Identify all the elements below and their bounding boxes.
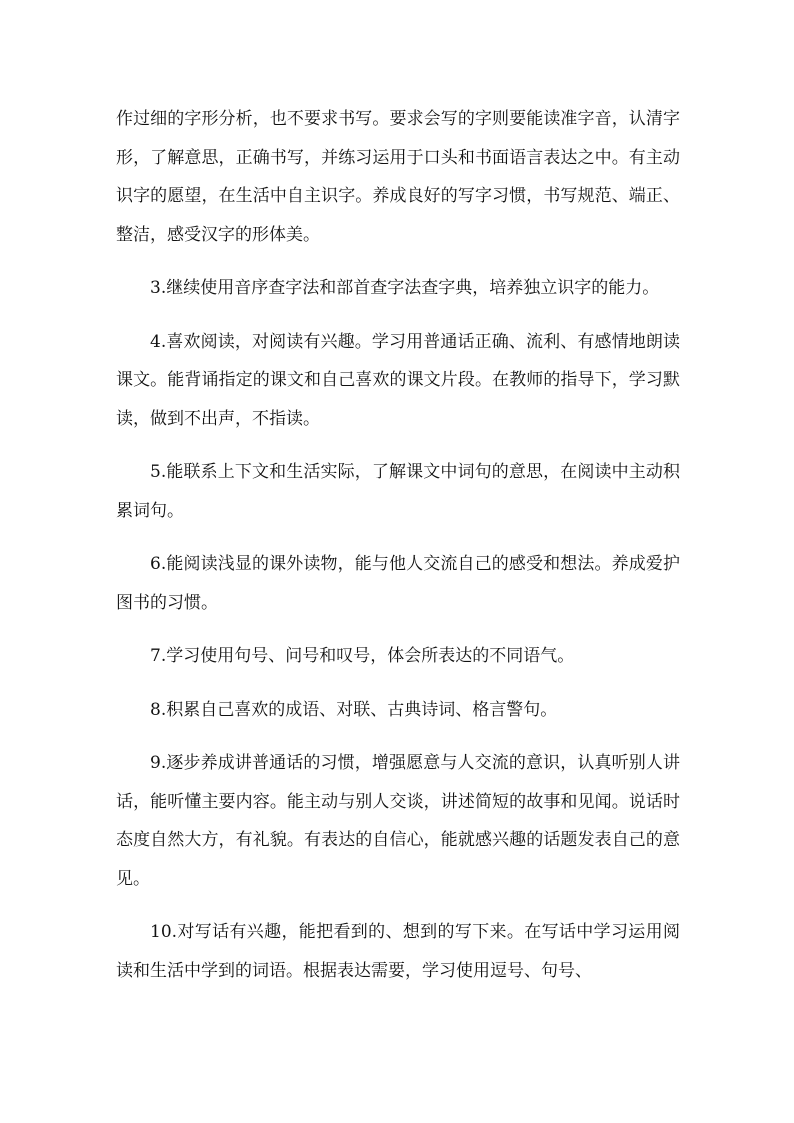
paragraph-item-7: 7.学习使用句号、问号和叹号，体会所表达的不同语气。 [150, 646, 575, 666]
paragraph-item-5: 5.能联系上下文和生活实际，了解课文中词句的意思，在阅读中主动积累词句。 [116, 462, 680, 521]
paragraph-item-8: 8.积累自己喜欢的成语、对联、古典诗词、格言警句。 [150, 699, 558, 720]
paragraph-item-3: 3.继续使用音序查字法和部首查字法查字典，培养独立识字的能力。 [150, 278, 660, 298]
paragraph-item-9: 9.逐步养成讲普通话的习惯，增强愿意与人交流的意识，认真听别人讲话，能听懂主要内容。能主动与别人交谈，讲述简短的故事和见闻。说话时态度自然大方，有礼貌。有表达的自信心，能就感兴趣的话题发表自己的意见。 [116, 753, 680, 889]
paragraph-item-6: 6.能阅读浅显的课外读物，能与他人交流自己的感受和想法。养成爱护图书的习惯。 [116, 554, 680, 613]
paragraph-item-10: 10.对写话有兴趣，能把看到的、想到的写下来。在写话中学习运用阅读和生活中学到的词语。根据表达需要，学习使用逗号、句号、 [116, 922, 680, 981]
paragraph-item-4: 4.喜欢阅读，对阅读有兴趣。学习用普通话正确、流利、有感情地朗读课文。能背诵指定的课文和自己喜欢的课文片段。在教师的指导下，学习默读，做到不出声，不指读。 [116, 331, 680, 429]
document-body [116, 100, 680, 1005]
paragraph-continuation: 作过细的字形分析，也不要求书写。要求会写的字则要能读准字音，认清字形，了解意思，正确书写，并练习运用于口头和书面语言表达之中。有主动识字的愿望，在生活中自主识字。养成良好的写字习惯，书写规范、端正、整洁，感受汉字的形体美。 [116, 109, 680, 245]
